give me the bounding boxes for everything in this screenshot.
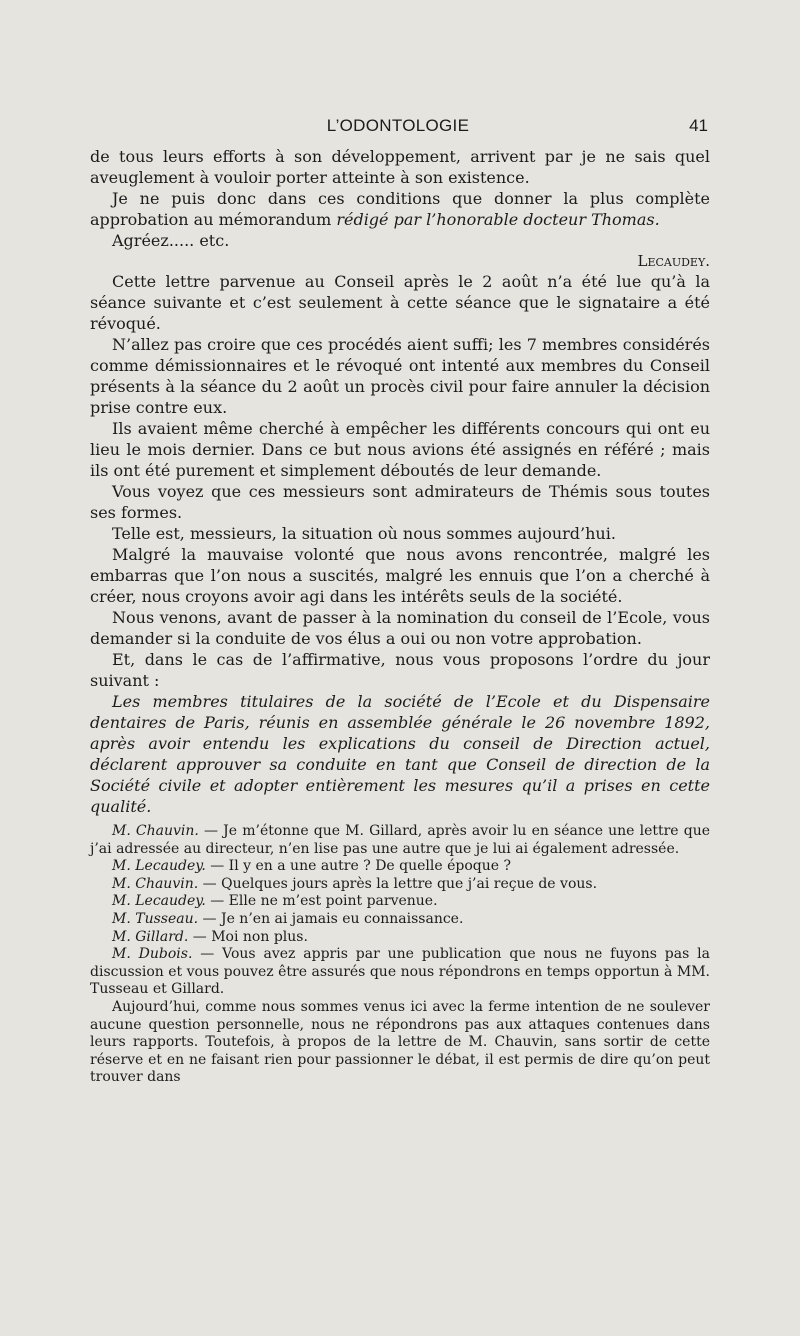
paragraph: Ils avaient même cherché à empêcher les différents concours qui ont eu lieu le mois dernier. Dans ce but nous avions été assignés en référé ; mais ils ont été purement et simplement déboutés de leur demande. xyxy=(90,419,710,480)
dialogue-text: — Vous avez appris par une publication que nous ne fuyons pas la discussion et vous pouvez être assurés que nous répondrons en temps opportun à MM. Tusseau et Gillard. xyxy=(90,946,710,998)
speaker-name: M. Lecaudey. xyxy=(112,858,206,875)
paragraph: Nous venons, avant de passer à la nomination du conseil de l’Ecole, vous demander si la conduite de vos élus a oui ou non votre approbation. xyxy=(90,608,710,648)
dialogue-line xyxy=(90,876,710,894)
paragraph: N’allez pas croire que ces procédés aient suffi; les 7 membres considérés comme démissionnaires et le révoqué ont intenté aux membres du Conseil présents à la séance du 2 août un procès civil pour faire annuler la décision prise contre eux. xyxy=(90,335,710,417)
paragraph: de tous leurs efforts à son développement, arrivent par je ne sais quel aveuglement à vouloir porter atteinte à son existence. xyxy=(90,147,710,187)
closing-paragraph: Aujourd’hui, comme nous sommes venus ici avec la ferme intention de ne soulever aucune question personnelle, nous ne répondrons pas aux attaques contenues dans leurs rapports. Toutefois, à propos de la lettre de M. Chauvin, sans sortir de cette réserve et en ne faisant rien pour passionner le débat, il est permis de dire qu’on peut trouver dans xyxy=(90,998,710,1086)
dialogue-text: — Quelques jours après la lettre que j’ai reçue de vous. xyxy=(198,875,598,892)
speaker-name: M. Lecaudey. xyxy=(112,893,206,910)
paragraph: Vous voyez que ces messieurs sont admirateurs de Thémis sous toutes ses formes. xyxy=(90,482,710,522)
dialogue-text: — Il y en a une autre ? De quelle époque ? xyxy=(205,858,511,875)
dialogue-line xyxy=(90,893,710,911)
paragraph-italic: rédigé par l’honorable docteur Thomas. xyxy=(336,210,660,229)
paragraph xyxy=(90,188,710,230)
speaker-name: M. Dubois. xyxy=(112,946,193,963)
speaker-name: M. Chauvin. xyxy=(112,875,199,892)
dialogue-text: — Je n’en ai jamais eu connaissance. xyxy=(198,910,464,927)
dialogue-text: — Je m’étonne que M. Gillard, après avoir lu en séance une lettre que j’ai adressée au directeur, n’en lise pas une autre que je lui ai également adressée. xyxy=(90,823,711,857)
dialogue-line xyxy=(90,911,710,929)
running-title: L’ODONTOLOGIE xyxy=(326,116,470,135)
paragraph: Agréez..... etc. xyxy=(112,231,230,250)
signature: Lecaudey. xyxy=(637,252,710,270)
paragraph-text: Je ne puis donc dans ces conditions que donner la plus complète approbation au mémorandum xyxy=(90,189,710,229)
dialogue-line xyxy=(90,946,710,999)
dialogue-line xyxy=(90,929,710,947)
paragraph: Malgré la mauvaise volonté que nous avons rencontrée, malgré les embarras que l’on nous a suscités, malgré les ennuis que l’on a cherché à créer, nous croyons avoir agi dans les intérêts seuls de la société. xyxy=(90,545,710,606)
dialogue-line xyxy=(90,823,710,858)
body-text xyxy=(90,146,710,1087)
paragraph: Cette lettre parvenue au Conseil après le 2 août n’a été lue qu’à la séance suivante et c’est seulement à cette séance que le signataire a été révoqué. xyxy=(90,272,710,333)
paragraph: Et, dans le cas de l’affirmative, nous vous proposons l’ordre du jour suivant : xyxy=(90,650,710,690)
resolution-text: Les membres titulaires de la société de l’Ecole et du Dispensaire dentaires de Paris, réunis en assemblée générale le 26 novembre 1892, après avoir entendu les explications du conseil de Direction actuel, déclarent approuver sa conduite en tant que Conseil de direction de la Société civile et adopter entièrement les mesures qu’il a prises en cette qualité. xyxy=(90,692,710,816)
dialogue-line xyxy=(90,858,710,876)
dialogue-text: — Moi non plus. xyxy=(188,928,308,945)
speaker-name: M. Tusseau. xyxy=(112,910,199,927)
speaker-name: M. Gillard. xyxy=(112,928,189,945)
paragraph: Telle est, messieurs, la situation où nous sommes aujourd’hui. xyxy=(112,524,616,543)
dialogue-text: — Elle ne m’est point parvenue. xyxy=(205,893,438,910)
page-number: 41 xyxy=(689,116,708,135)
speaker-name: M. Chauvin. xyxy=(112,823,199,839)
page-header xyxy=(88,116,708,142)
